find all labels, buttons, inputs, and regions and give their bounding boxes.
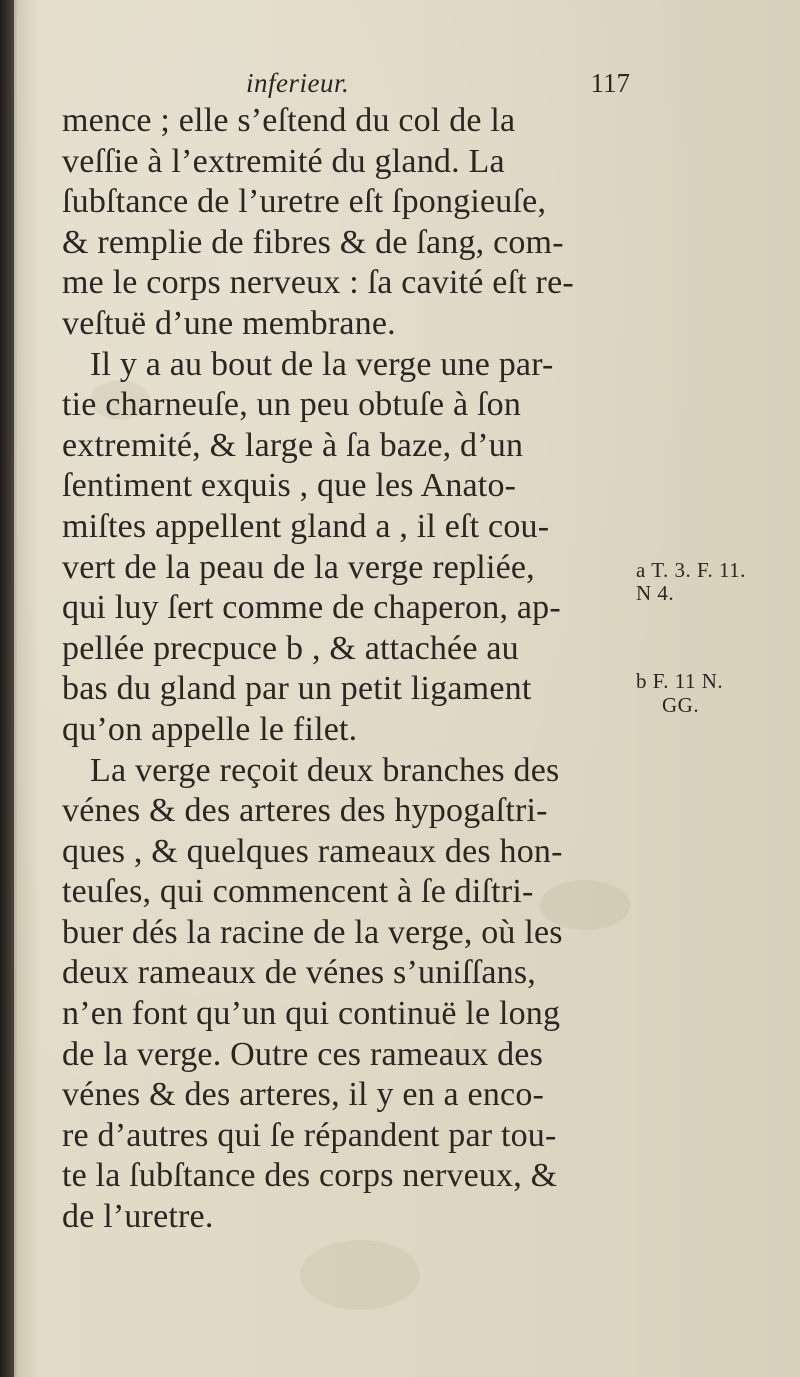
text-line: ſentiment exquis , que les Anato-	[62, 467, 517, 505]
text-line: qu’on appelle le filet.	[62, 710, 358, 748]
text-line: Il y a au bout de la verge une par-	[90, 345, 554, 383]
text-line: deux rameaux de vénes s’uniſſans,	[62, 954, 536, 992]
text-line: pellée precpuce b , & attachée au	[62, 629, 519, 667]
text-line: veſſie à l’extremité du gland. La	[62, 142, 505, 180]
margin-note: GG.	[662, 693, 700, 717]
margin-note: N 4.	[636, 581, 675, 605]
text-line: teuſes, qui commencent à ſe diſtri-	[62, 873, 534, 911]
margin-note: b F. 11 N.	[636, 669, 724, 693]
page-header	[60, 68, 630, 104]
text-line: te la ſubſtance des corps nerveux, &	[62, 1157, 558, 1195]
text-line: extremité, & large à ſa baze, d’un	[62, 426, 524, 464]
text-line: me le corps nerveux : ſa cavité eſt re-	[62, 264, 574, 302]
text-line: bas du gland par un petit ligament	[62, 670, 532, 708]
text-line: de l’uretre.	[62, 1198, 214, 1236]
text-line: buer dés la racine de la verge, où les	[62, 913, 563, 951]
text-line: vénes & des arteres des hypogaſtri-	[62, 792, 548, 830]
running-head: inferieur.	[246, 68, 350, 98]
paper-stain	[300, 1240, 420, 1310]
page-number: 117	[590, 68, 630, 98]
body-text	[62, 101, 628, 1238]
text-line: n’en font qu’un qui continuë le long	[62, 995, 561, 1033]
text-line: vert de la peau de la verge repliée,	[62, 548, 535, 586]
text-line: miſtes appellent gland a , il eſt cou-	[62, 507, 550, 545]
text-line: ſubſtance de l’uretre eſt ſpongieuſe,	[62, 183, 547, 221]
text-line: mence ; elle s’eſtend du col de la	[62, 102, 516, 139]
text-line: veſtuë d’une membrane.	[62, 304, 396, 342]
text-line: vénes & des arteres, il y en a enco-	[62, 1076, 545, 1114]
text-line: qui luy ſert comme de chaperon, ap-	[62, 589, 561, 627]
text-line: & remplie de fibres & de ſang, com-	[62, 223, 564, 261]
book-spine	[0, 0, 14, 1377]
text-line: tie charneuſe, un peu obtuſe à ſon	[62, 386, 522, 424]
text-line: ques , & quelques rameaux des hon-	[62, 832, 563, 870]
text-line: La verge reçoit deux branches des	[90, 751, 560, 789]
text-line: de la verge. Outre ces rameaux des	[62, 1035, 544, 1073]
text-line: re d’autres qui ſe répandent par tou-	[62, 1116, 557, 1154]
margin-note: a T. 3. F. 11.	[636, 558, 746, 582]
